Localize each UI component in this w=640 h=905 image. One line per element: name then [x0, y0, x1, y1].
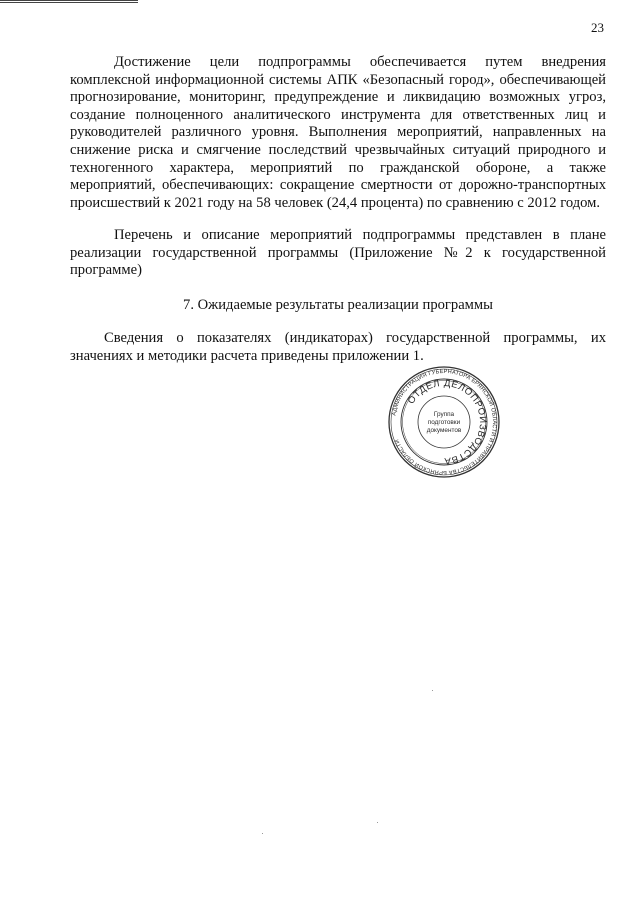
paragraph-indicators: [70, 330, 606, 365]
scan-speck: [377, 822, 378, 823]
stamp-center-line-1: Группа: [433, 411, 455, 418]
paragraph-goal: [70, 54, 606, 212]
page-number: 23: [591, 20, 604, 35]
official-stamp: [387, 365, 501, 479]
stamp-center-line-2: подготовки: [427, 419, 461, 426]
scan-speck: [262, 833, 263, 834]
paragraph-activities: [70, 227, 606, 280]
stamp-center-line-3: документов: [426, 427, 462, 434]
paragraph-activities-text: Перечень и описание мероприятий подпрограммы представлен в плане реализации государственной программы (Приложение №2 к государственной программе): [70, 227, 606, 279]
stamp-outer-text: АДМИНИСТРАЦИЯ ГУБЕРНАТОРА БРЯНСКОЙ ОБЛАСТИ И ПРАВИТЕЛЬСТВА БРЯНСКОЙ ОБЛАСТИ: [391, 368, 498, 476]
stamp-inner-text: ОТДЕЛ ДЕЛОПРОИЗВОДСТВА: [405, 377, 489, 467]
paragraph-goal-text: Достижение цели подпрограммы обеспечивается путем внедрения комплексной информационной системы АПК «Безопасный город», обеспечивающей прогнозирование, мониторинг, предупреждение и ликвидацию возможных угроз, создание полноценного аналитического инструмента для ответственных лиц и руководителей различного уровня. Выполнения мероприятий, направленных на снижение риска и смягчение последствий чрезвычайных ситуаций природного и техногенного характера, мероприятий по гражданской обороне, а также мероприятий, обеспечивающих: сокращение смертности от дорожно-транспортных происшествий к 2021 году на 58 человек (24,4 процента) по сравнению с 2012 годом.: [70, 54, 606, 211]
section-heading: 7. Ожидаемые результаты реализации программы: [183, 297, 493, 313]
paragraph-indicators-text: Сведения о показателях (индикаторах) государственной программы, их значениях и методики расчета приведены приложении 1.: [70, 330, 606, 364]
scan-speck: [432, 690, 433, 691]
top-rule: [0, 0, 138, 3]
